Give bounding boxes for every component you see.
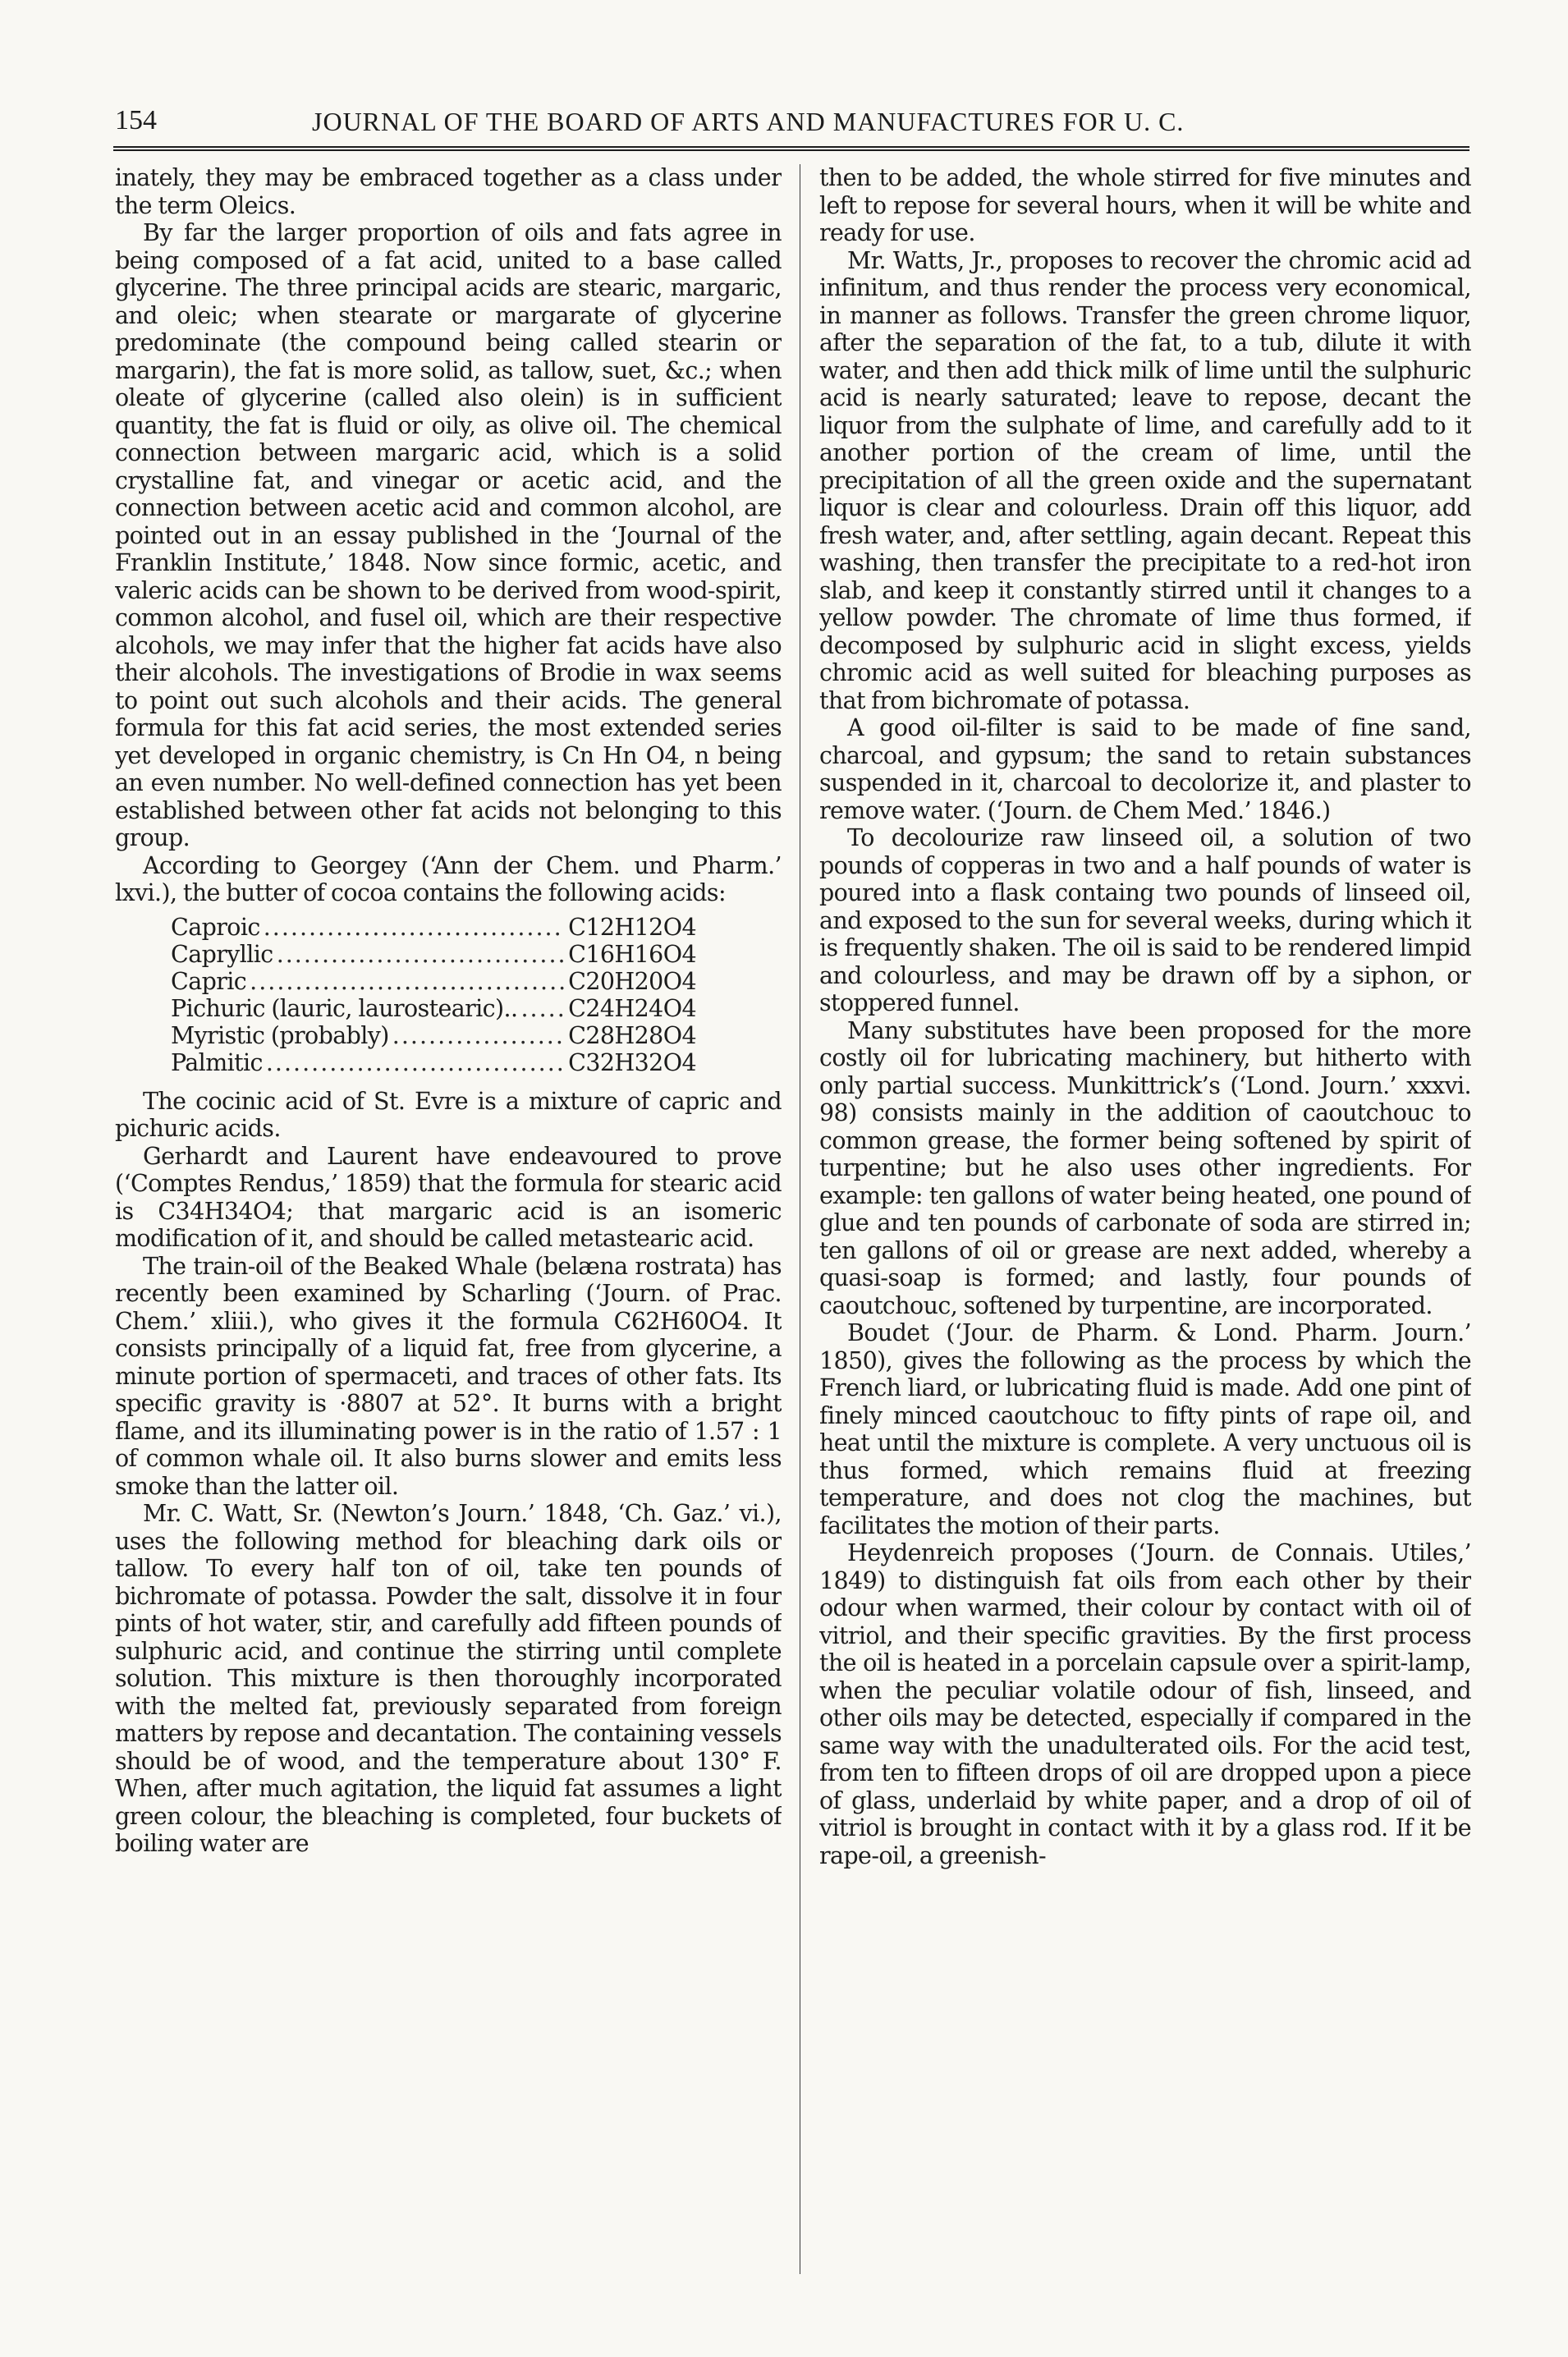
leader-dots <box>264 914 565 942</box>
acid-name: Caproic <box>171 913 260 941</box>
page-header <box>115 100 1469 149</box>
left-column <box>115 164 782 2266</box>
paragraph: inately, they may be embraced together as a class under the term Oleics. <box>115 164 782 219</box>
paragraph: Heydenreich proposes (‘Journ. de Connais. Utiles,’ 1849) to distinguish fat oils from each other by their odour when warmed, their colour by contact with oil of vitriol, and their specific gravities. By the first process the oil is heated in a porcelain capsule over a spirit-lamp, when the peculiar volatile odour of fish, linseed, and other oils may be detected, especially if compared in the same way with the unadulterated oils. For the acid test, from ten to fifteen drops of oil are dropped upon a piece of glass, underlaid by white paper, and a drop of oil of vitriol is brought in contact with it by a glass rod. If it be rape-oil, a greenish- <box>819 1539 1471 1869</box>
acid-row <box>171 968 696 995</box>
acid-name: Capric <box>171 967 247 995</box>
acid-formula: C12H12O4 <box>568 913 696 941</box>
right-column <box>819 164 1471 2266</box>
leader-dots <box>250 968 565 996</box>
paragraph: Gerhardt and Laurent have endeavoured to prove (‘Comptes Rendus,’ 1859) that the formula for stearic acid is C34H34O4; that margaric acid is an isomeric modification of it, and should be called metastearic acid. <box>115 1142 782 1252</box>
acid-row <box>171 995 696 1022</box>
paragraph: Many substitutes have been proposed for the more costly oil for lubricating machinery, but hitherto with only partial success. Munkittrick’s (‘Lond. Journ.’ xxxvi. 98) consists mainly in the addition of caoutchouc to common grease, the former being softened by spirit of turpentine; but he also uses other ingredients. For example: ten gallons of water being heated, one pound of glue and ten pounds of carbonate of soda are stirred in; ten gallons of oil or grease are next added, whereby a quasi-soap is formed; and lastly, four pounds of caoutchouc, softened by turpentine, are incorporated. <box>819 1016 1471 1319</box>
paragraph: By far the larger proportion of oils and fats agree in being composed of a fat acid, united to a base called glycerine. The three principal acids are stearic, margaric, and oleic; when stearate or margarate of glycerine predominate (the compound being called stearin or margarin), the fat is more solid, as tallow, suet, &c.; when oleate of glycerine (called also olein) is in sufficient quantity, the fat is fluid or oily, as olive oil. The chemical connection between margaric acid, which is a solid crystalline fat, and vinegar or acetic acid, and the connection between acetic acid and common alcohol, are pointed out in an essay published in the ‘Journal of the Franklin Institute,’ 1848. Now since formic, acetic, and valeric acids can be shown to be derived from wood-spirit, common alcohol, and fusel oil, which are their respective alcohols, we may infer that the higher fat acids have also their alcohols. The investigations of Brodie in wax seems to point out such alcohols and their acids. The general formula for this fat acid series, the most extended series yet developed in organic chemistry, is Cn Hn O4, n being an even number. No well-defined connection has yet been established between other fat acids not belonging to this group. <box>115 219 782 851</box>
acid-name: Capryllic <box>171 940 273 968</box>
header-rule <box>113 146 1469 151</box>
acid-formula: C28H28O4 <box>568 1021 696 1049</box>
leader-dots <box>266 1049 565 1077</box>
paragraph: then to be added, the whole stirred for five minutes and left to repose for several hours, when it will be white and ready for use. <box>819 164 1471 246</box>
acid-row <box>171 1022 696 1049</box>
acid-formula: C32H32O4 <box>568 1048 696 1076</box>
leader-dots <box>277 941 565 969</box>
acid-name: Palmitic <box>171 1048 263 1076</box>
page-number: 154 <box>115 105 157 135</box>
leader-dots <box>520 995 565 1023</box>
paragraph: To decolourize raw linseed oil, a solution of two pounds of copperas in two and a half pounds of water is poured into a flask containg two pounds of linseed oil, and exposed to the sun for several weeks, during which it is frequently shaken. The oil is said to be rendered limpid and colourless, and may be drawn off by a siphon, or stoppered funnel. <box>819 824 1471 1016</box>
acid-row <box>171 1049 696 1076</box>
paragraph: The train-oil of the Beaked Whale (belæna rostrata) has recently been examined by Scharling (‘Journ. of Prac. Chem.’ xliii.), who gives it the formula C62H60O4. It consists principally of a liquid fat, free from glycerine, a minute portion of spermaceti, and traces of other fats. Its specific gravity is ·8807 at 52°. It burns with a bright flame, and its illuminating power is in the ratio of 1.57 : 1 of common whale oil. It also burns slower and emits less smoke than the latter oil. <box>115 1252 782 1500</box>
paragraph: A good oil-filter is said to be made of fine sand, charcoal, and gypsum; the sand to retain substances suspended in it, charcoal to decolorize it, and plaster to remove water. (‘Journ. de Chem Med.’ 1846.) <box>819 714 1471 824</box>
paragraph: Mr. C. Watt, Sr. (Newton’s Journ.’ 1848, ‘Ch. Gaz.’ vi.), uses the following method for bleaching dark oils or tallow. To every half ton of oil, take ten pounds of bichromate of potassa. Powder the salt, dissolve it in four pints of hot water, stir, and carefully add fifteen pounds of sulphuric acid, and continue the stirring until complete solution. This mixture is then thoroughly incorporated with the melted fat, previously separated from foreign matters by repose and decantation. The containing vessels should be of wood, and the temperature about 130° F. When, after much agitation, the liquid fat assumes a light green colour, the bleaching is completed, four buckets of boiling water are <box>115 1500 782 1857</box>
acid-formula: C16H16O4 <box>568 940 696 968</box>
acid-row <box>171 941 696 968</box>
paragraph: Mr. Watts, Jr., proposes to recover the chromic acid ad infinitum, and thus render the process very economical, in manner as follows. Transfer the green chrome liquor, after the separation of the fat, to a tub, dilute it with water, and then add thick milk of lime until the sulphuric acid is nearly saturated; leave to repose, decant the liquor from the sulphate of lime, and carefully add to it another portion of the cream of lime, until the precipitation of all the green oxide and the supernatant liquor is clear and colourless. Drain off this liquor, add fresh water, and, after settling, again decant. Repeat this washing, then transfer the precipitate to a red-hot iron slab, and keep it constantly stirred until it changes to a yellow powder. The chromate of lime thus formed, if decomposed by sulphuric acid in slight excess, yields chromic acid as well suited for bleaching purposes as that from bichromate of potassa. <box>819 246 1471 714</box>
leader-dots <box>392 1022 565 1050</box>
acid-name: Myristic (probably) <box>171 1021 389 1049</box>
acid-list <box>171 914 696 1076</box>
acid-formula: C20H20O4 <box>568 967 696 995</box>
acid-row <box>171 914 696 941</box>
running-title: JOURNAL OF THE BOARD OF ARTS AND MANUFACTURES FOR U. C. <box>312 107 1185 136</box>
acid-formula: C24H24O4 <box>568 994 696 1022</box>
paragraph: Boudet (‘Jour. de Pharm. & Lond. Pharm. Journ.’ 1850), gives the following as the process by which the French liard, or lubricating fluid is made. Add one pint of finely minced caoutchouc to fifty pints of rape oil, and heat until the mixture is complete. A very unctuous oil is thus formed, which remains fluid at freezing temperature, and does not clog the machines, but facilitates the motion of their parts. <box>819 1319 1471 1539</box>
acid-name: Pichuric (lauric, laurostearic).. <box>171 994 518 1022</box>
paragraph: The cocinic acid of St. Evre is a mixture of capric and pichuric acids. <box>115 1087 782 1142</box>
paragraph: According to Georgey (‘Ann der Chem. und Pharm.’ lxvi.), the butter of cocoa contains the following acids: <box>115 851 782 906</box>
